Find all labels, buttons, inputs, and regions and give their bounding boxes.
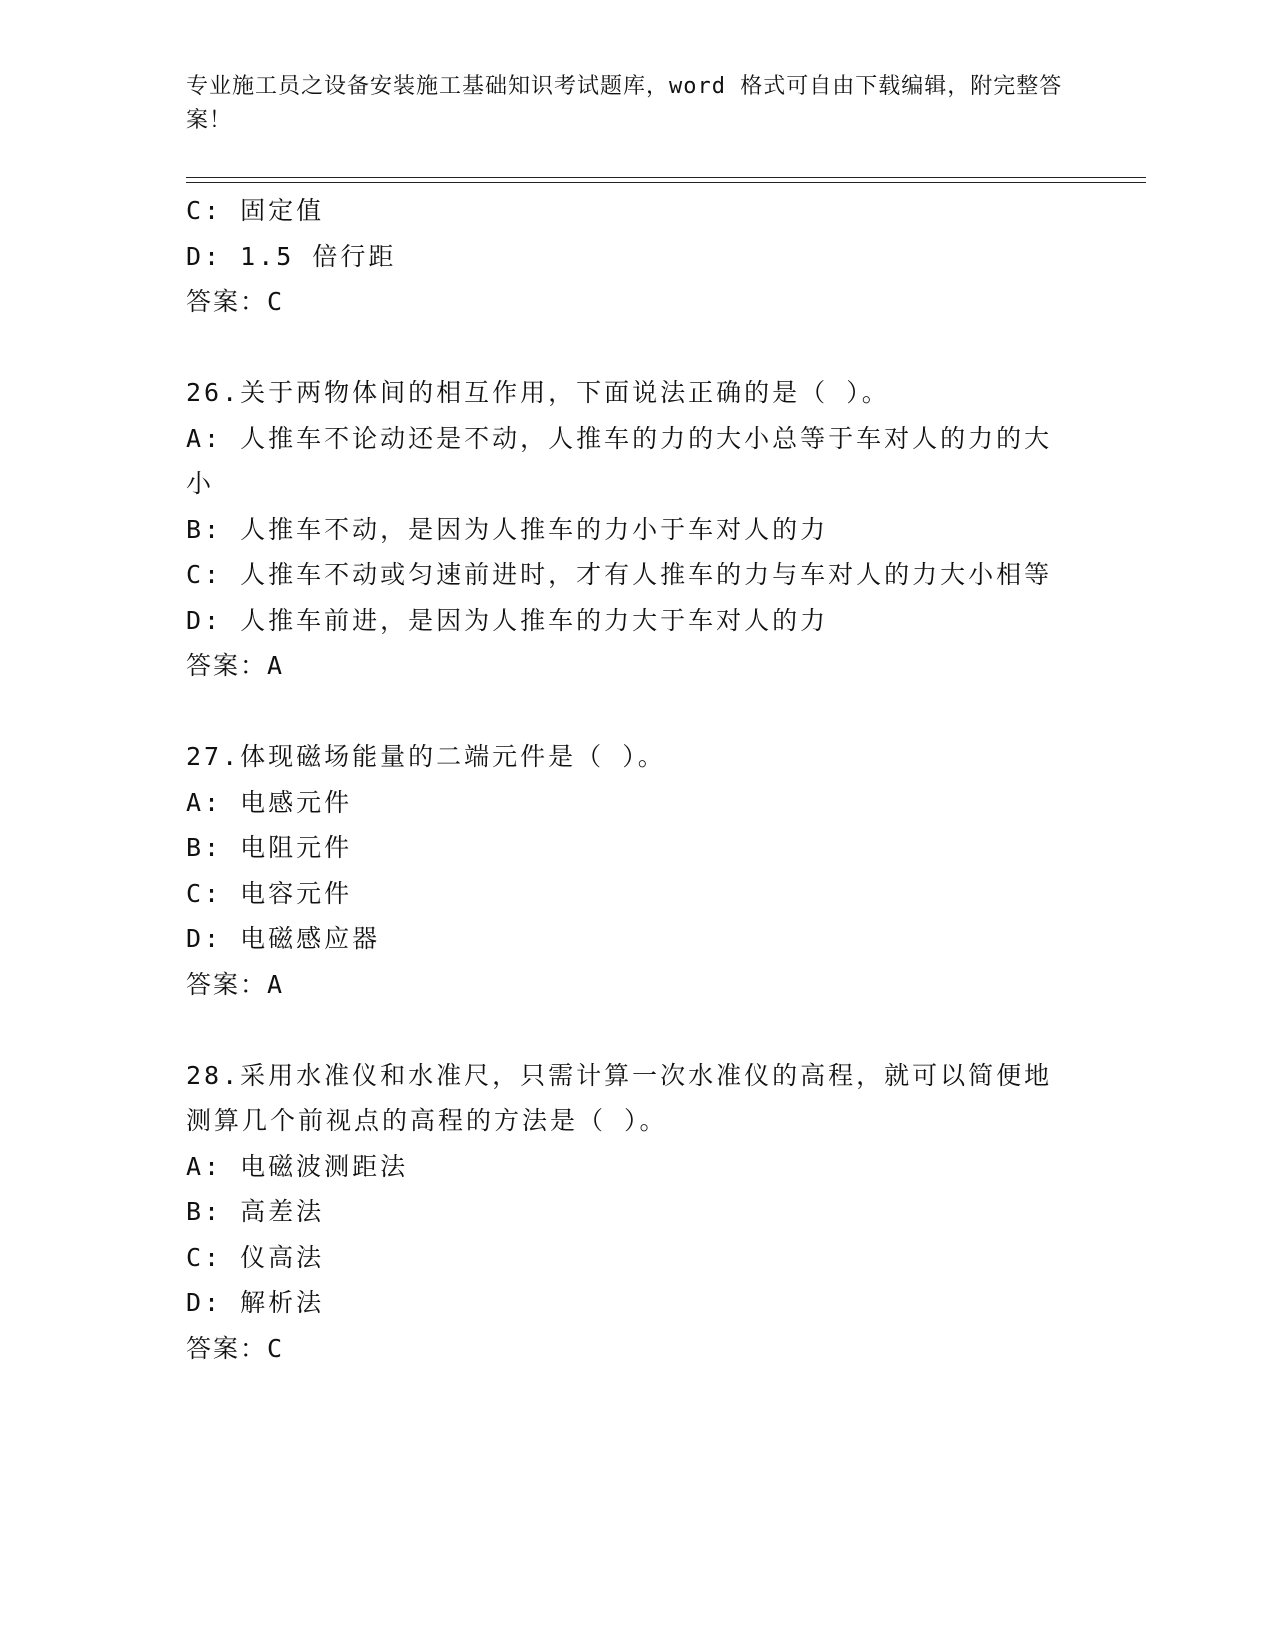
question-text: 26.关于两物体间的相互作用，下面说法正确的是（ ）。 [186,378,890,407]
question-list [186,188,1066,1371]
answer-label: 答案： [186,287,268,316]
header-text: 专业施工员之设备安装施工基础知识考试题库，word 格式可自由下载编辑，附完整答案！ [186,74,1063,133]
question-25-tail [186,188,1066,325]
option-d: D: 人推车前进，是因为人推车的力大于车对人的力 [186,605,829,635]
answer-line [186,1326,1066,1372]
option-a: A: 电感元件 [186,787,353,817]
question-27 [186,734,1066,1007]
answer-value: A [267,969,285,999]
answer-value: A [267,651,285,680]
answer-label: 答案： [186,651,268,680]
spacer [186,325,1066,371]
option-b: B: 高差法 [186,1197,325,1226]
question-text: 28.采用水准仪和水准尺，只需计算一次水准仪的高程，就可以简便地测算几个前视点的高程的方法是（ ）。 [186,1060,1053,1135]
answer-line [186,643,1066,689]
answer-value: C [267,287,285,316]
option-b: B: 人推车不动，是因为人推车的力小于车对人的力 [186,514,829,544]
option-c: C: 人推车不动或匀速前进时，才有人推车的力与车对人的力大小相等 [186,560,1053,589]
option-c: C: 电容元件 [186,878,353,908]
answer-value: C [267,1333,285,1363]
spacer [186,1007,1066,1053]
answer-line [186,279,1066,325]
question-28 [186,1053,1066,1372]
header-rule-top [186,177,1146,178]
header-rule-bottom [186,182,1146,183]
question-26 [186,370,1066,689]
spacer [186,689,1066,735]
question-text: 27.体现磁场能量的二端元件是（ ）。 [186,742,666,771]
option-c: C: 仪高法 [186,1242,325,1272]
document-header [186,70,1066,138]
option-a: A: 电磁波测距法 [186,1151,409,1181]
option-d: D: 1.5 倍行距 [186,241,397,271]
answer-label: 答案： [186,1333,268,1363]
answer-line [186,962,1066,1008]
option-d: D: 电磁感应器 [186,924,381,953]
answer-label: 答案： [186,969,268,999]
option-c: C: 固定值 [186,196,325,225]
option-a: A: 人推车不论动还是不动，人推车的力的大小总等于车对人的力的大小 [186,423,1053,498]
option-b: B: 电阻元件 [186,833,353,862]
option-d: D: 解析法 [186,1288,325,1317]
